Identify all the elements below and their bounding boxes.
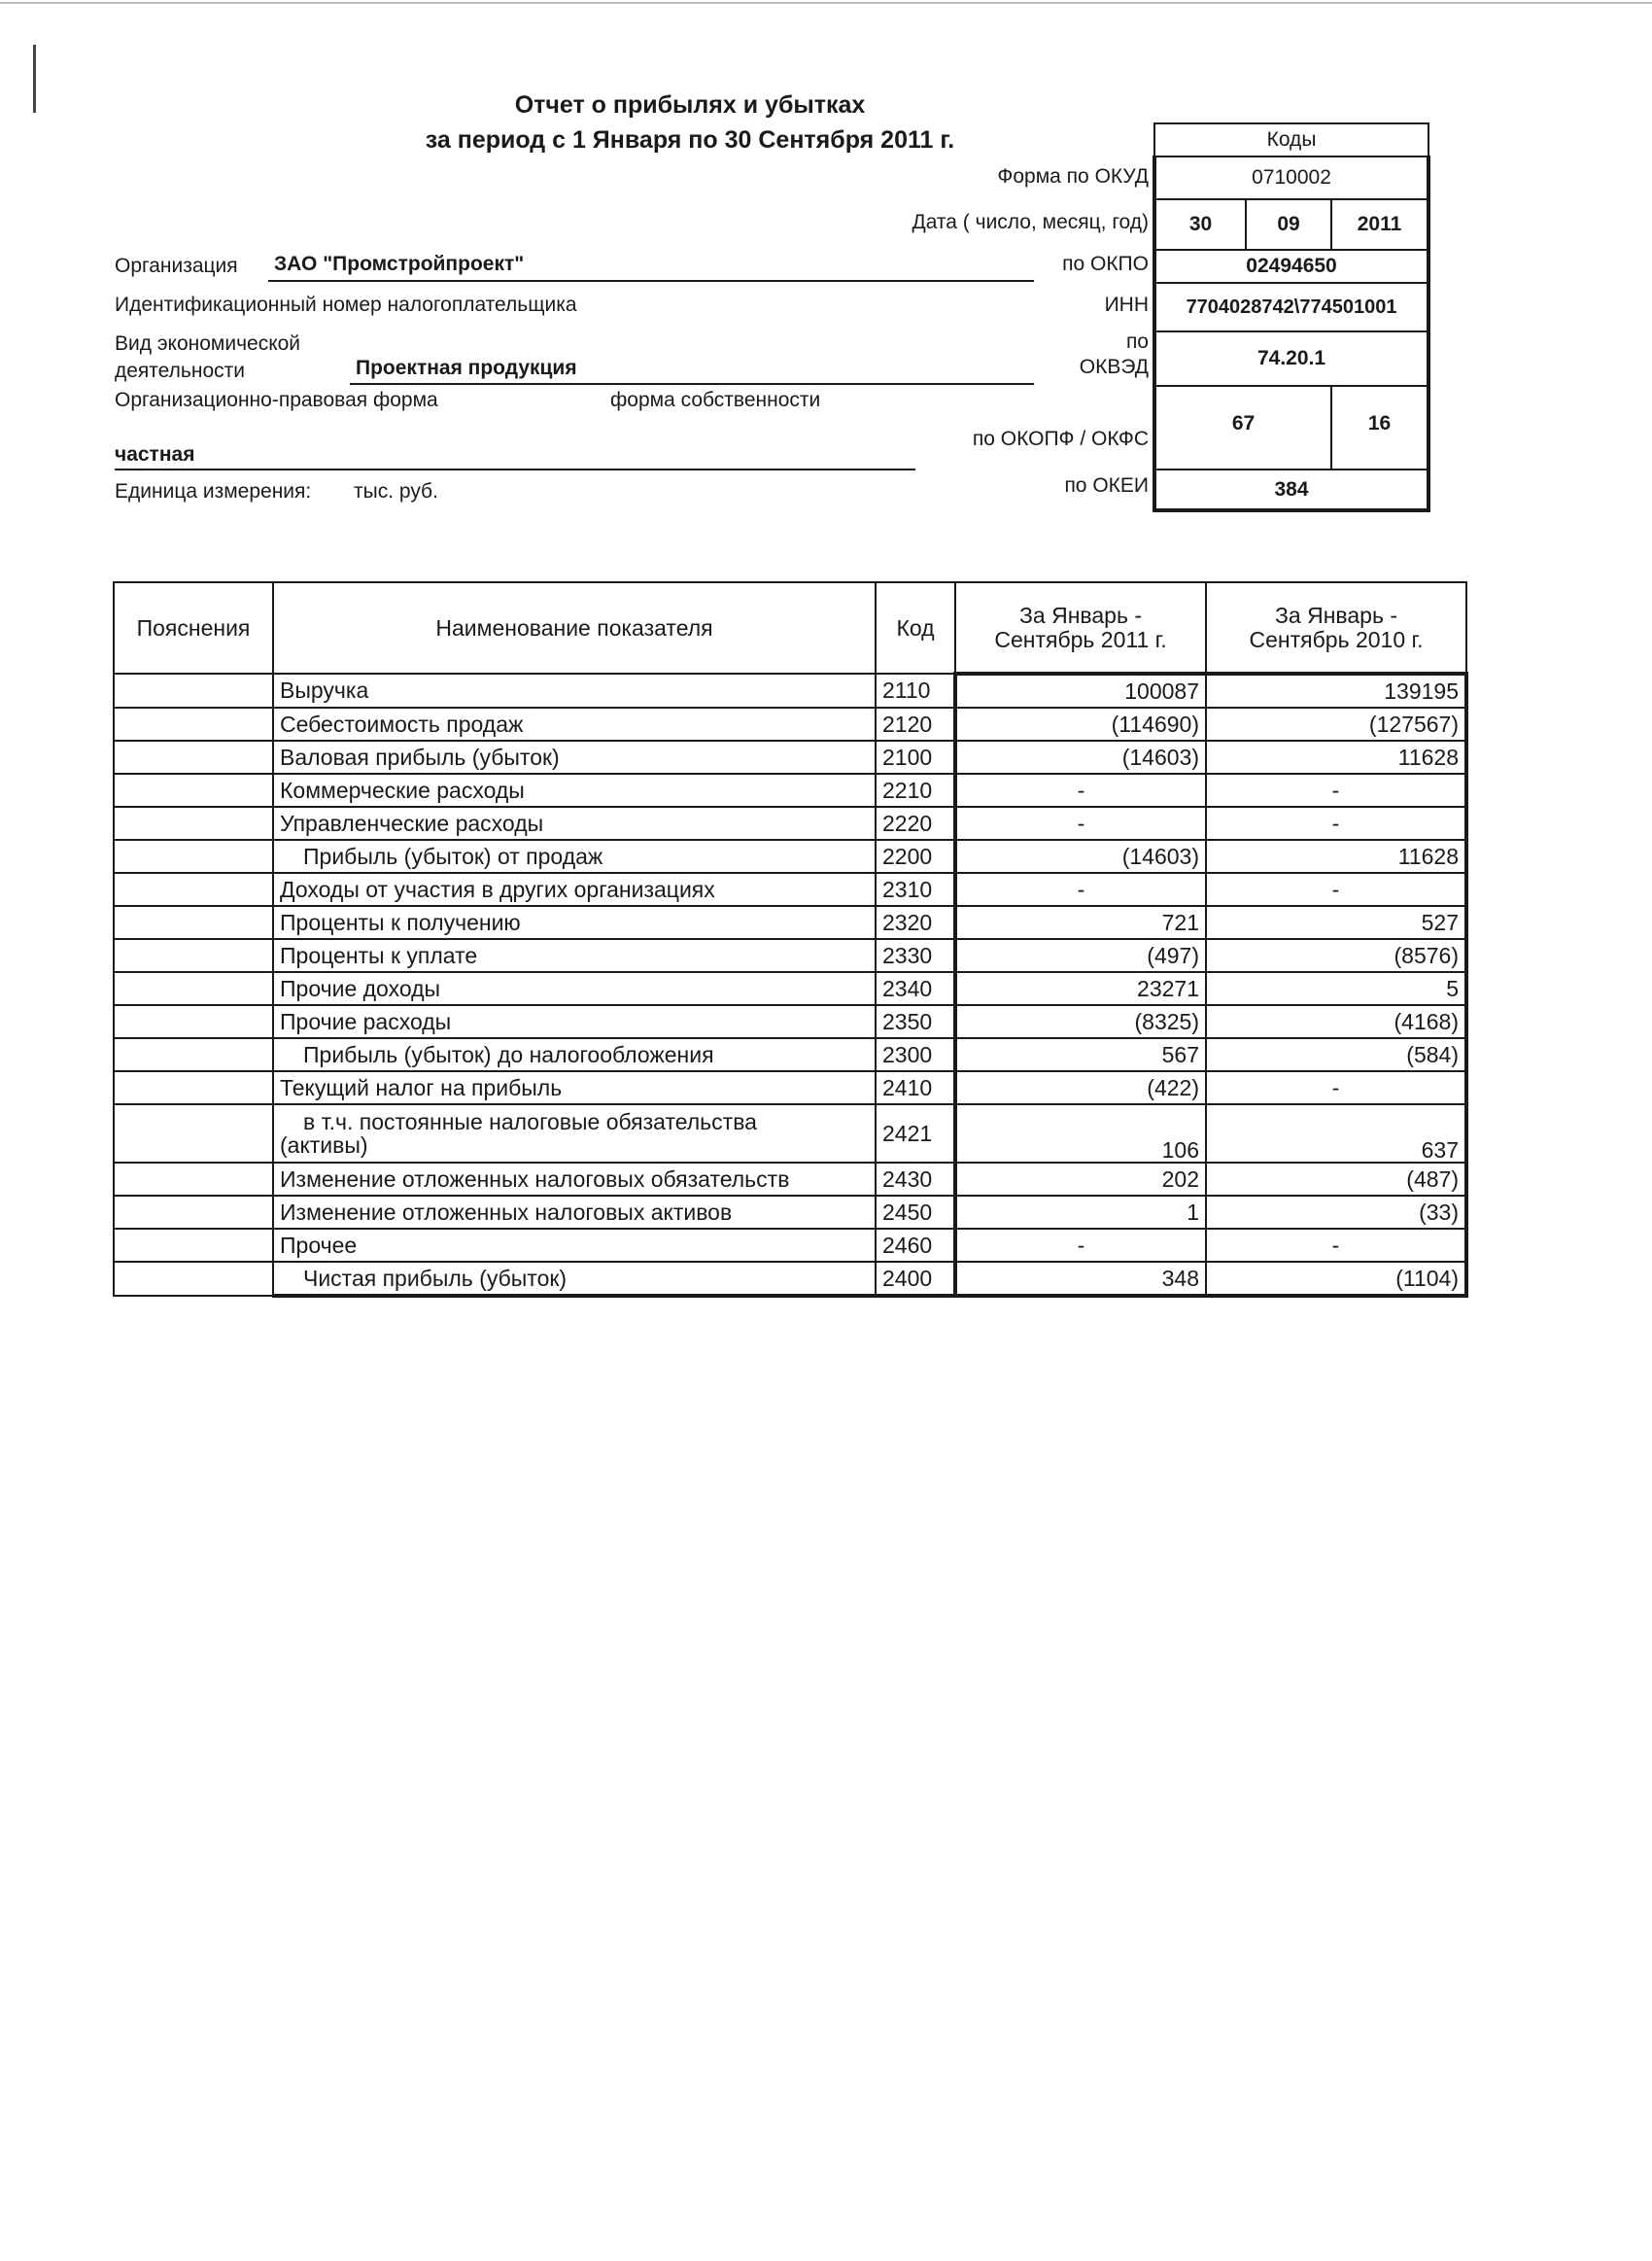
- indicator-code: 2210: [876, 774, 955, 807]
- value-2011: 721: [955, 906, 1206, 939]
- date-month: 09: [1246, 199, 1331, 250]
- indicator-code: 2340: [876, 972, 955, 1005]
- value-2011: -: [955, 807, 1206, 840]
- ownership-underline: [115, 469, 915, 470]
- value-2011: -: [955, 873, 1206, 906]
- report-title: Отчет о прибылях и убытках: [514, 91, 866, 119]
- indicator-name: Доходы от участия в других организациях: [273, 873, 876, 906]
- notes-cell: [114, 906, 273, 939]
- indicator-code: 2430: [876, 1163, 955, 1196]
- value-2010: -: [1206, 1229, 1466, 1262]
- header-name: Наименование показателя: [273, 582, 876, 674]
- legal-form-label: Организационно-правовая форма: [115, 389, 438, 411]
- notes-cell: [114, 674, 273, 708]
- scan-mark: [33, 45, 36, 113]
- indicator-name: [273, 1104, 876, 1163]
- table-row: [114, 1196, 1466, 1229]
- header-notes: Пояснения: [114, 582, 273, 674]
- value-2010: 11628: [1206, 840, 1466, 873]
- indicator-code: 2300: [876, 1038, 955, 1071]
- notes-cell: [114, 1071, 273, 1104]
- org-label: Организация: [115, 255, 238, 277]
- indicator-code: 2350: [876, 1005, 955, 1038]
- date-label: Дата ( число, месяц, год): [912, 211, 1149, 233]
- notes-cell: [114, 1196, 273, 1229]
- org-underline: [268, 280, 1034, 282]
- okud-value: 0710002: [1154, 157, 1428, 199]
- value-2010: (584): [1206, 1038, 1466, 1071]
- ownership-label: форма собственности: [610, 389, 821, 411]
- value-2010: 11628: [1206, 741, 1466, 774]
- value-2010: (33): [1206, 1196, 1466, 1229]
- date-year: 2011: [1331, 199, 1428, 250]
- table-row: [114, 873, 1466, 906]
- table-row: [114, 840, 1466, 873]
- table-row: [114, 807, 1466, 840]
- value-2011: (8325): [955, 1005, 1206, 1038]
- indicator-name: Изменение отложенных налоговых обязательств: [273, 1163, 876, 1196]
- value-2010: 527: [1206, 906, 1466, 939]
- activity-label-2: деятельности: [115, 360, 245, 382]
- indicator-name: Валовая прибыль (убыток): [273, 741, 876, 774]
- codes-header: Коды: [1154, 123, 1428, 157]
- notes-cell: [114, 1104, 273, 1163]
- indicator-name: Прочие расходы: [273, 1005, 876, 1038]
- indicator-name: Прочее: [273, 1229, 876, 1262]
- indicator-code: 2200: [876, 840, 955, 873]
- ownership-value: частная: [115, 443, 195, 466]
- indicator-code: 2320: [876, 906, 955, 939]
- okved-value: 74.20.1: [1154, 331, 1428, 386]
- value-2010: (487): [1206, 1163, 1466, 1196]
- indicator-name: Себестоимость продаж: [273, 708, 876, 741]
- indicator-name: Коммерческие расходы: [273, 774, 876, 807]
- okved-label-2: ОКВЭД: [1079, 356, 1149, 378]
- indicator-name-line1: в т.ч. постоянные налоговые обязательства: [303, 1108, 757, 1134]
- value-2010: (1104): [1206, 1262, 1466, 1296]
- table-row: [114, 906, 1466, 939]
- value-2011: 1: [955, 1196, 1206, 1229]
- inn-label: Идентификационный номер налогоплательщика: [115, 294, 577, 316]
- table-row: [114, 1229, 1466, 1262]
- indicator-code: 2460: [876, 1229, 955, 1262]
- value-2011: (497): [955, 939, 1206, 972]
- date-day: 30: [1154, 199, 1246, 250]
- okpo-label: по ОКПО: [1062, 253, 1149, 275]
- unit-label: Единица измерения:: [115, 480, 312, 503]
- value-2011: -: [955, 774, 1206, 807]
- value-2010: (127567): [1206, 708, 1466, 741]
- header-2010: [1206, 582, 1466, 674]
- table-row: [114, 674, 1466, 708]
- indicator-name: Прочие доходы: [273, 972, 876, 1005]
- notes-cell: [114, 840, 273, 873]
- notes-cell: [114, 1262, 273, 1296]
- header-2010-line1: За Январь -: [1275, 603, 1397, 629]
- indicator-name: Прибыль (убыток) до налогообложения: [273, 1038, 876, 1071]
- header-code: Код: [876, 582, 955, 674]
- profit-loss-table: [113, 581, 1468, 1298]
- indicator-code: 2421: [876, 1104, 955, 1163]
- table-row: [114, 1104, 1466, 1163]
- table-row: [114, 1005, 1466, 1038]
- table-row: [114, 972, 1466, 1005]
- value-2010: (4168): [1206, 1005, 1466, 1038]
- header-2011-line1: За Январь -: [1019, 603, 1142, 629]
- indicator-name: Проценты к получению: [273, 906, 876, 939]
- notes-cell: [114, 972, 273, 1005]
- codes-box: [1153, 122, 1427, 512]
- activity-value: Проектная продукция: [356, 357, 577, 379]
- indicator-name: Текущий налог на прибыль: [273, 1071, 876, 1104]
- notes-cell: [114, 873, 273, 906]
- indicator-code: 2450: [876, 1196, 955, 1229]
- table-row: [114, 1071, 1466, 1104]
- notes-cell: [114, 1229, 273, 1262]
- indicator-code: 2110: [876, 674, 955, 708]
- notes-cell: [114, 1038, 273, 1071]
- table-row: [114, 1038, 1466, 1071]
- indicator-name: Изменение отложенных налоговых активов: [273, 1196, 876, 1229]
- unit-value: тыс. руб.: [354, 480, 438, 503]
- indicator-name-line2: (активы): [280, 1132, 368, 1158]
- notes-cell: [114, 939, 273, 972]
- value-2011: (422): [955, 1071, 1206, 1104]
- value-2010: -: [1206, 774, 1466, 807]
- indicator-code: 2100: [876, 741, 955, 774]
- value-2011: (114690): [955, 708, 1206, 741]
- okved-label-1: по: [1125, 330, 1149, 353]
- value-2010: -: [1206, 1071, 1466, 1104]
- table-row: [114, 774, 1466, 807]
- value-2011: (14603): [955, 741, 1206, 774]
- indicator-name: Выручка: [273, 674, 876, 708]
- notes-cell: [114, 807, 273, 840]
- value-2011: 100087: [955, 674, 1206, 708]
- okpo-value: 02494650: [1154, 250, 1428, 283]
- activity-label-1: Вид экономической: [115, 332, 301, 355]
- notes-cell: [114, 774, 273, 807]
- value-2011: 567: [955, 1038, 1206, 1071]
- indicator-name: Управленческие расходы: [273, 807, 876, 840]
- value-2010: 139195: [1206, 674, 1466, 708]
- inn-code-label: ИНН: [1104, 294, 1149, 316]
- notes-cell: [114, 1005, 273, 1038]
- indicator-code: 2220: [876, 807, 955, 840]
- okfs-value: 16: [1331, 386, 1428, 470]
- org-value: ЗАО "Промстройпроект": [274, 253, 525, 275]
- value-2011: 348: [955, 1262, 1206, 1296]
- value-2010: -: [1206, 807, 1466, 840]
- value-2010: -: [1206, 873, 1466, 906]
- indicator-code: 2410: [876, 1071, 955, 1104]
- header-2011-line2: Сентябрь 2011 г.: [994, 626, 1167, 652]
- value-2010: (8576): [1206, 939, 1466, 972]
- table-row: [114, 741, 1466, 774]
- value-2011: 106: [955, 1104, 1206, 1163]
- okei-value: 384: [1154, 470, 1428, 510]
- table-row: [114, 939, 1466, 972]
- header-2010-line2: Сентябрь 2010 г.: [1249, 626, 1424, 652]
- table-row: [114, 1262, 1466, 1296]
- activity-underline: [350, 383, 1034, 385]
- table-row: [114, 1163, 1466, 1196]
- inn-value: 7704028742\774501001: [1154, 283, 1428, 331]
- okopf-label: по ОКОПФ / ОКФС: [972, 428, 1149, 450]
- okud-label: Форма по ОКУД: [997, 165, 1149, 188]
- scan-top-edge: [0, 2, 1652, 4]
- value-2010: 5: [1206, 972, 1466, 1005]
- value-2011: 202: [955, 1163, 1206, 1196]
- value-2011: 23271: [955, 972, 1206, 1005]
- indicator-code: 2310: [876, 873, 955, 906]
- indicator-name: Чистая прибыль (убыток): [273, 1262, 876, 1296]
- report-period: за период с 1 Января по 30 Сентября 2011 г.: [425, 126, 955, 154]
- indicator-code: 2120: [876, 708, 955, 741]
- table-row: [114, 708, 1466, 741]
- notes-cell: [114, 741, 273, 774]
- okopf-value: 67: [1154, 386, 1331, 470]
- value-2010: 637: [1206, 1104, 1466, 1163]
- value-2011: -: [955, 1229, 1206, 1262]
- okei-label: по ОКЕИ: [1064, 474, 1149, 497]
- indicator-code: 2330: [876, 939, 955, 972]
- notes-cell: [114, 1163, 273, 1196]
- indicator-code: 2400: [876, 1262, 955, 1296]
- header-2011: [955, 582, 1206, 674]
- value-2011: (14603): [955, 840, 1206, 873]
- indicator-name: Прибыль (убыток) от продаж: [273, 840, 876, 873]
- indicator-name: Проценты к уплате: [273, 939, 876, 972]
- notes-cell: [114, 708, 273, 741]
